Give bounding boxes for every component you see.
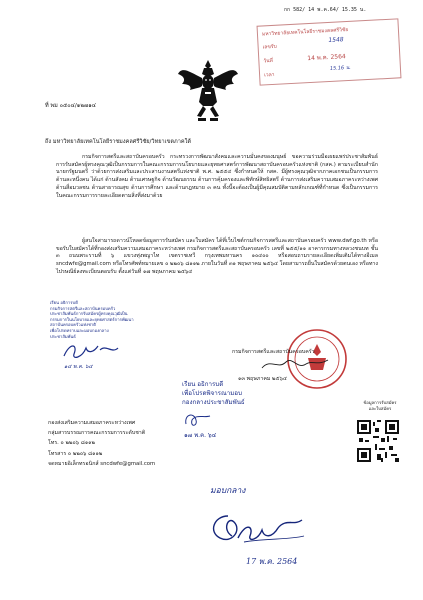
left-note-block [50,300,162,339]
endorse-line: เรียน อธิการบดี [182,381,224,388]
handwritten-note: มอบกลาง [210,486,246,496]
left-note-line: สถาบันครอบครัวแห่งชาติ [50,322,97,328]
left-note-line: เพื่อโปรดทราบและมอบกองกลาง [50,327,109,333]
endorsement-signature [180,410,220,430]
endorse-line: เพื่อโปรดพิจารณามอบ [182,390,242,397]
endorse-date: ๑๗ พ.ค. ๖๔ [184,432,217,439]
left-note-date: ๑๔ พ.ค. ๖๔ [64,364,93,370]
receive-stamp: มหาวิทยาลัยเทคโนโลยีราชมงคลศรีวิชัย เลขรับ 1548 วันที่ 14 พ.ค. 2564 เวลา 15.16 น. [257,18,402,85]
left-note-line: ประชาสัมพันธ์การรับสมัครผู้ทรงคุณวุฒิเป็น [50,311,128,317]
bottom-signature [198,508,308,558]
contact-line: จดหมายอิเล็กทรอนิกส์ sncdwfe@gmail.com [48,460,156,467]
contact-block [48,418,155,469]
left-note-line: ประชาสัมพันธ์ [50,333,76,339]
body-paragraph-2: ผู้สนใจสามารถดาวน์โหลดข้อมูลการรับสมัคร และใบสมัคร ได้ที่เว็บไซต์กรมกิจการสตรีและสถาบันครอบครัว www.dwf.go.th หรือขอรับใบสมัครได้ที่กองส่งเสริมความเสมอภาคระหว่างเพศ กรมกิจการสตรีและสถาบันครอบครัว เลขที่ ๒๕๕/๑๑ อาคารกรมทางหลวงชนบท ชั้น ๓ ถนนพระรามที่ ๖ แขวงทุ่งพญาไท เขตราชเทวี กรุงเทพมหานคร ๑๐๔๐๐ หรือสอบถามรายละเอียดเพิ่มเติมได้ทางอีเมล sncdwfe@gmail.com หรือโทรศัพท์หมายเลข ๐ ๒๒๐๖ ๘๑๑๒ ภายในวันที่ ๓๑ พฤษภาคม ๒๕๖๔ โดยสามารถยื่นใบสมัครด้วยตนเอง หรือทางไปรษณีย์ลงทะเบียนตอบรับ ตั้งแต่วันที่ ๑๗ พฤษภาคม ๒๕๖๔ [56,238,378,275]
doc-number: ที่ พม ๐๕๐๔/๑๒๗๑๔ [45,103,97,109]
signoff-date: ๑๓ พฤษภาคม ๒๕๖๔ [238,376,287,382]
handwritten-date: 17 พ.ค. 2564 [246,557,298,566]
sender-signature [258,354,338,374]
header-annotation: กก 582/ 14 พ.ค.64/ 15.35 น. [284,7,367,13]
recipient-line: ถึง มหาวิทยาลัยเทคโนโลยีราชมงคลศรีวิชัย/วิทยาเขตภาคใต้ [45,139,191,145]
contact-line: โทร. ๐ ๒๒๐๖ ๘๑๑๒ [48,440,96,447]
stamp-date: 14 พ.ค. 2564 [307,53,346,63]
left-note-line: กรรมการในนโยบายและยุทธศาสตร์การพัฒนา [50,316,134,322]
left-handwritten-signature [60,340,130,364]
contact-line: กลุ่มสารบรรณการคณะกรรมการระดับชาติ [48,430,146,437]
body-paragraph-1: กรมกิจการสตรีและสถาบันครอบครัว กระทรวงการพัฒนาสังคมและความมั่นคงของมนุษย์ ขอความร่วมมือเผยแพร่ประชาสัมพันธ์การรับสมัครผู้ทรงคุณวุฒิเป็นกรรมการในคณะกรรมการนโยบายและยุทธศาสตร์การพัฒนาสถาบันครอบครัวแห่งชาติ (กสค.) ตามระเบียบสำนักนายกรัฐมนตรี ว่าด้วยการส่งเสริมและประสานงานสตรีแห่งชาติ พ.ศ. ๒๕๕๔ ซึ่งกำหนดให้ กสค. มีผู้ทรงคุณวุฒิจากภาคเอกชนเป็นกรรมการด้านละหนึ่งคน ได้แก่ ด้านสังคม ด้านเศรษฐกิจ ด้านวัฒนธรรม ด้านการคุ้มครองและพิทักษ์สิทธิสตรี ด้านการส่งเสริมความเสมอภาคระหว่างเพศ ด้านสื่อมวลชน ด้านสาธารณสุข ด้านการศึกษา และด้านกฎหมาย ๓ คน ทั้งนี้จะต้องเป็นผู้มีคุณสมบัติตามหลักเกณฑ์ที่กำหนด ซึ่งเป็นกรรมการในคณะกรรมการรายละเอียดตามสิ่งที่ส่งมาด้วย [56,154,378,199]
stamp-time: 15.16 น. [329,64,351,72]
left-note-line: กรมกิจการสตรีและสถาบันครอบครัว [50,305,116,311]
stamp-receive-no: 1548 [328,36,344,45]
stamp-org: มหาวิทยาลัยเทคโนโลยีราชมงคลศรีวิชัย [261,26,349,38]
endorsement-block [182,380,245,407]
left-note-line: เรียน อธิการบดี [50,300,78,305]
qr-code[interactable] [357,420,399,462]
contact-line: กองส่งเสริมความเสมอภาคระหว่างเพศ [48,420,136,426]
contact-line: โทรสาร ๐ ๒๒๐๖ ๘๑๑๒ [48,450,103,457]
endorse-line: กองกลางประชาสัมพันธ์ [182,399,245,406]
qr-label: ข้อมูลการรับสมัคร และใบสมัคร [363,400,397,411]
garuda-emblem [176,58,240,124]
sender-department: กรมกิจการสตรีและสถาบันครอบครัว [232,349,315,355]
